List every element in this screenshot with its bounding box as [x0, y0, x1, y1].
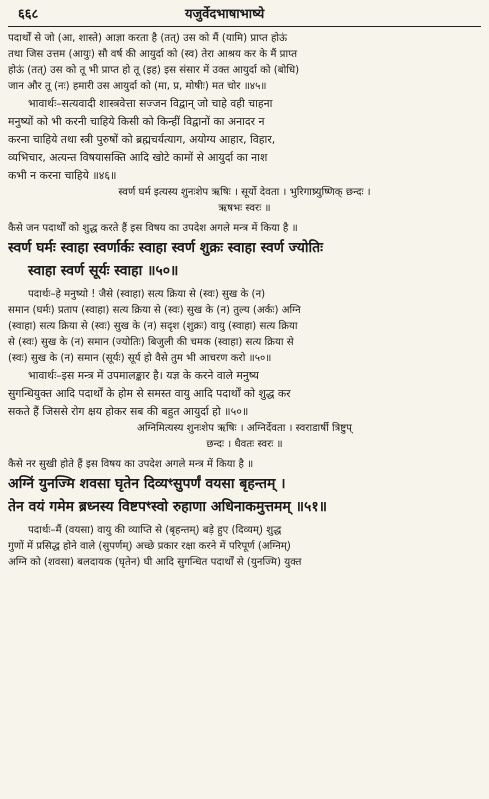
text-line: गुणों में प्रसिद्ध होने वाले (सुपर्णम्) अच्छे प्रकार रक्षा करने में परिपूर्ण (अग्निम्)	[8, 541, 291, 552]
page-title: यजुर्वेदभाषाभाष्ये	[184, 7, 265, 22]
page-header	[8, 4, 481, 27]
text-line: तथा जिस उत्तम (आयुः) सौ वर्ष की आयुर्दा को (स्व) तेरा आश्रय कर के मैं प्राप्त	[8, 49, 298, 60]
mantra-line: स्वाहा स्वर्ण सूर्यः स्वाहा ॥५०॥	[28, 263, 179, 279]
text-line: पदार्थों से जो (आ, शास्ते) आज्ञा करता है (तत्) उस को मैं (यामि) प्राप्त होऊं	[8, 33, 288, 44]
mantra-50	[8, 237, 481, 283]
mantra-line: स्वर्ण घर्मः स्वाहा स्वर्णार्कः स्वाहा स्वर्ण शुक्रः स्वाहा स्वर्ण ज्योतिः	[8, 240, 323, 256]
padartha-51	[8, 523, 481, 571]
text-line: (स्वाहा) सत्य क्रिया से (स्वः) सुख के (न) सदृश (शुक्रः) वायु (स्वाहा) सत्य क्रिया	[8, 321, 298, 332]
text-line: अग्निमित्यस्य शुनःशेप ऋषिः । अग्निर्देवता । स्वराडार्षी त्रिष्टुप्	[137, 423, 352, 434]
text-line: समान (घर्मः) प्रताप (स्वाहा) सत्य क्रिया से (स्वः) सुख के (न) तुल्य (अर्कः) अग्नि	[8, 305, 301, 316]
mantra-51	[8, 473, 481, 519]
text-line: अग्नि को (शवसा) बलदायक (घृतेन) घी आदि सुगन्धित पदार्थों से (युनज्मि) युक्त	[8, 557, 302, 568]
text-line: (स्वः) सुख के (न) समान (सूर्यः) सूर्य हो वैसे तुम भी आचरण करो ॥५०॥	[8, 353, 272, 364]
padartha-50	[8, 287, 481, 367]
mantra-line: तेन वयं गमेम ब्रध्नस्य विष्टपꣳस्वो रुहाणा अधिनाकमुत्तमम् ॥५१॥	[8, 499, 328, 515]
text-line: ऋषभः स्वरः ॥	[218, 203, 271, 214]
text-line: से (स्वः) सुख के (न) समान (ज्योतिः) बिजुली की चमक (स्वाहा) सत्य क्रिया से	[8, 337, 294, 348]
text-line: जान और तू (नः) हमारी उस आयुर्दा को (मा, प्र, मोषीः) मत चोर ॥४५॥	[8, 81, 267, 92]
bhavartha-46	[8, 95, 481, 185]
mantra-intro: कैसे नर सुखी होते हैं इस विषय का उपदेश अगले मन्त्र में किया है ॥	[8, 459, 254, 470]
text-line: सकते हैं जिससे रोग क्षय होकर सब की बहुत आयुर्दा हो ॥५०॥	[8, 405, 249, 418]
text-line: कभी न करना चाहिये ॥४६॥	[8, 169, 117, 182]
text-line: भावार्थः–सत्यवादी शास्त्रवेत्ता सज्जन विद्वान् जो चाहे वही चाहना	[28, 97, 273, 110]
mantra-intro: कैसे जन पदार्थों को शुद्ध करते हैं इस विषय का उपदेश अगले मन्त्र में किया है ॥	[8, 223, 298, 234]
text-line: करना चाहिये तथा स्त्री पुरुषों को ब्रह्मचर्यत्याग, अयोग्य आहार, विहार,	[8, 133, 276, 146]
rishi-devata-51	[8, 421, 481, 453]
padartha-continued	[8, 31, 481, 95]
page-number: ६६८	[18, 7, 39, 22]
text-line: स्वर्ण घर्म इत्यस्य शुनःशेप ऋषिः । सूर्यो देवता । भुरिगाष्र्युष्णिक् छन्दः ।	[118, 187, 371, 198]
bhavartha-50	[8, 367, 481, 421]
mantra-line: अग्निं युनज्मि शवसा घृतेन दिव्यꣳसुपर्णं वयसा बृहन्तम् ।	[8, 476, 286, 492]
text-line: सुगन्धियुक्त आदि पदार्थों के होम से समस्त वायु आदि पदार्थों को शुद्ध कर	[8, 387, 291, 400]
text-line: छन्दः । धैवतः स्वरः ॥	[206, 439, 283, 450]
text-line: होऊं (तत्) उस को तू भी प्राप्त हो तू (इह) इस संसार में उक्त आयुर्दा को (बोधि)	[8, 65, 300, 76]
text-line: भावार्थः–इस मन्त्र में उपमालङ्कार है। यज्ञ के करने वाले मनुष्य	[28, 369, 259, 382]
text-line: पदार्थः–हे मनुष्यो ! जैसे (स्वाहा) सत्य क्रिया से (स्वः) सुख के (न)	[28, 289, 266, 300]
text-line: मनुष्यों को भी करनी चाहिये किसी को किन्हीं विद्वानों का अनादर न	[8, 115, 265, 128]
rishi-devata-50	[8, 185, 481, 217]
text-line: व्यभिचार, अत्यन्त विषयासक्ति आदि खोटे कामों से आयुर्दा का नाश	[8, 151, 268, 164]
text-line: पदार्थः–मैं (वयसा) वायु की व्याप्ति से (बृहन्तम्) बड़े हुए (दिव्यम्) शुद्ध	[28, 525, 282, 536]
